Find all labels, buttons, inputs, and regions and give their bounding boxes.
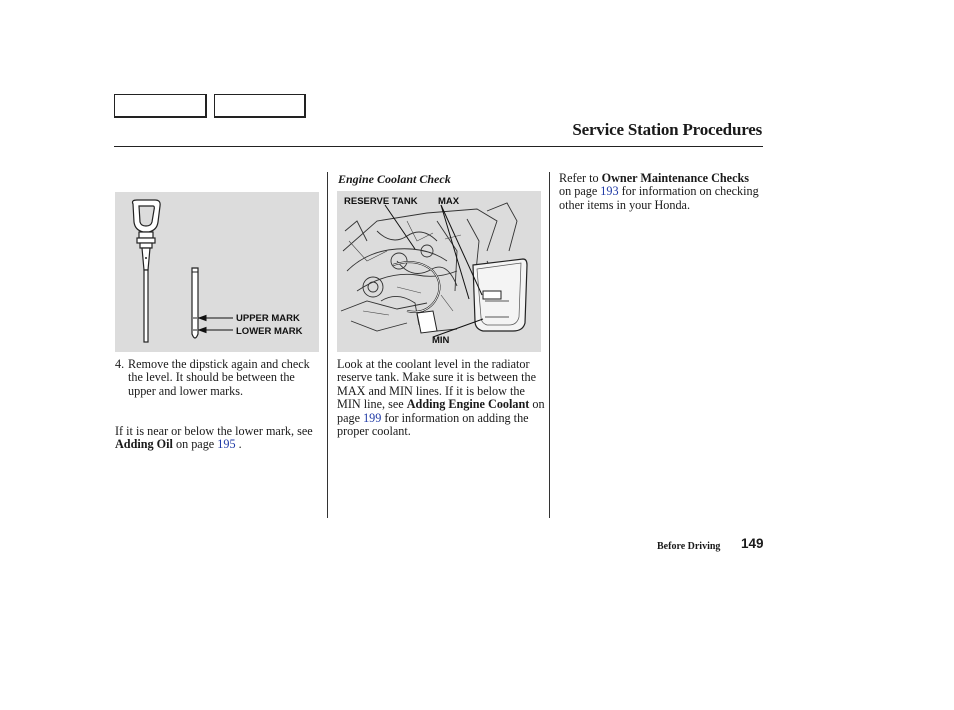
footer-section-name: Before Driving <box>657 541 721 552</box>
maintenance-suffix: for information on checking other items in your Honda. <box>559 184 759 212</box>
coolant-mid: on page <box>337 397 545 425</box>
maintenance-paragraph <box>559 172 764 212</box>
reserve-tank-label: RESERVE TANK <box>344 196 418 207</box>
page-number: 149 <box>741 536 764 551</box>
title-divider <box>114 146 763 147</box>
step-4 <box>115 358 320 398</box>
column-divider-1 <box>327 172 328 518</box>
maintenance-prefix: Refer to <box>559 171 602 185</box>
owner-maintenance-checks-ref: Owner Maintenance Checks <box>601 171 750 185</box>
oil-low-paragraph <box>115 425 323 452</box>
page-199-link[interactable]: 199 <box>363 410 382 425</box>
engine-coolant-check-heading: Engine Coolant Check <box>338 172 451 186</box>
maintenance-mid: on page <box>559 184 601 199</box>
coolant-prefix: Look at the coolant level in the radiator reserve tank. Make sure it is between the MAX and MIN lines. If it is below the MIN line, see <box>337 357 536 412</box>
coolant-tank-illustration <box>337 191 541 352</box>
oil-low-mid: on page <box>172 437 218 452</box>
coolant-paragraph <box>337 358 545 438</box>
upper-mark-label: UPPER MARK <box>236 313 300 324</box>
adding-oil-ref: Adding Oil <box>115 437 173 452</box>
engine-bay-drawing <box>337 191 541 352</box>
oil-low-prefix: If it is near or below the lower mark, see <box>115 424 313 438</box>
step-text: Remove the dipstick again and check the level. It should be between the upper and lower marks. <box>128 357 310 398</box>
adding-engine-coolant-ref: Adding Engine Coolant <box>406 397 530 412</box>
page-193-link[interactable]: 193 <box>600 184 619 199</box>
column-divider-2 <box>549 172 550 518</box>
min-label: MIN <box>432 335 450 346</box>
lower-mark-label: LOWER MARK <box>236 326 303 337</box>
oil-low-suffix: . <box>235 437 242 452</box>
page-195-link[interactable]: 195 <box>217 437 236 452</box>
page-title: Service Station Procedures <box>572 120 762 139</box>
step-number: 4. <box>115 357 125 371</box>
max-label: MAX <box>438 196 460 207</box>
nav-tab-1[interactable] <box>114 94 207 118</box>
dipstick-illustration <box>115 192 319 352</box>
nav-tab-2[interactable] <box>214 94 306 118</box>
coolant-suffix: for information on adding the proper coolant. <box>337 410 529 439</box>
